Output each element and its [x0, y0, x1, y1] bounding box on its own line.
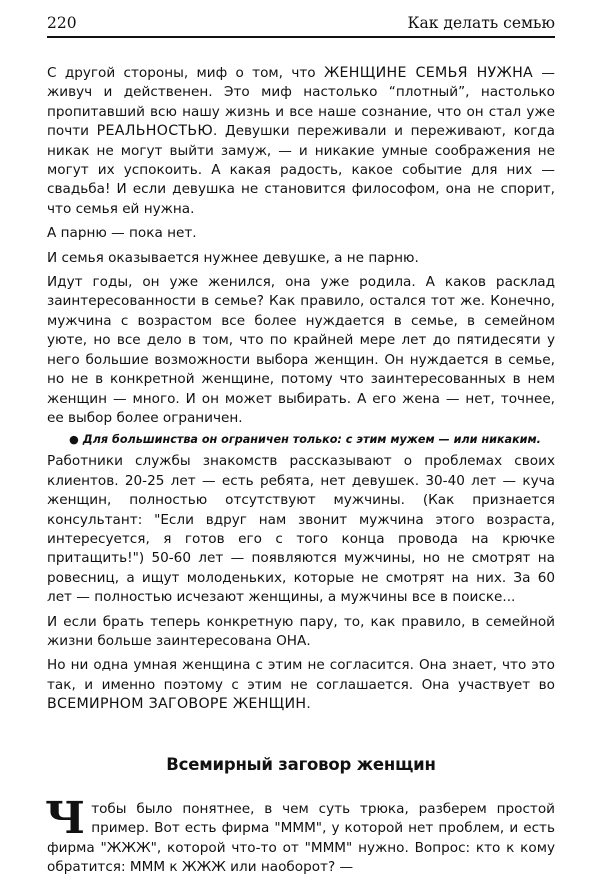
emphasis-caps: ЖЕНЩИНЕ СЕМЬЯ НУЖНА — [323, 65, 534, 81]
paragraph-7 — [47, 656, 555, 714]
emphasis-caps: ВСЕМИРНОМ ЗАГОВОРЕ ЖЕНЩИН — [47, 696, 307, 713]
paragraph-text: С другой стороны, миф о том, что — [47, 65, 324, 81]
paragraph-5: Работники службы знакомств рассказывают о проблемах своих клиентов. 20-25 лет — есть ребята, нет девушек. 30-40 лет — куча женщин, полностью отсутствуют мужчины. (Как признается консультант: "Если вдруг нам звонит мужчина этого возраста, интересуется, я готов его с того конца провода на крючке притащить!") 50-60 лет — появляются мужчины, но не смотрят на ровесниц, а ищут молоденьких, которые не смотрят на них. За 60 лет — полностью исчезают женщины, а мужчины все в поиске... — [47, 453, 555, 606]
paragraph-1 — [47, 64, 555, 219]
paragraph-text: тобы было понятнее, в чем суть трюка, разберем простой пример. Вот есть фирма "МММ", у которой нет проблем, и есть фирма "ЖЖЖ", которой что-то от "МММ" нужно. Вопрос: кто к кому обратится: МММ к ЖЖЖ или наоборот? — — [47, 801, 555, 876]
page-number: 220 — [47, 14, 77, 32]
book-page — [47, 14, 555, 883]
bullet-icon: ● — [69, 433, 79, 447]
emphasis-caps: РЕАЛЬНОСТЬЮ — [96, 123, 214, 140]
paragraph-6: И если брать теперь конкретную пару, то, как правило, в семейной жизни больше заинтересована ОНА. — [47, 613, 555, 649]
section-first-paragraph — [45, 793, 555, 878]
paragraph-text: — живуч и действенен. Это миф настолько “плотный”, настолько пропитавший всю нашу жизнь и все наше сознание, что он стал уже почти — [47, 65, 555, 140]
paragraph-3: И семья оказывается нужнее девушке, а не парню. — [47, 249, 419, 266]
paragraph-text: . Девушки переживали и переживают, когда никак не могут выйти замуж, — и никакие умные соображения не могут их успокоить. А какая радость, какое событие для них — свадьба! И если девушка не становится философом, она не спорит, что семья ей нужна. — [47, 123, 555, 217]
drop-cap: Ч — [45, 793, 86, 844]
paragraph-4: Идут годы, он уже женился, она уже родила. А каков расклад заинтересованности в семье? Как правило, остался тот же. Конечно, мужчина с возрастом все более нуждается в семье, в семейном уюте, но все дело в том, что по крайней мере лет до пятидесяти у него большие возможности выбора женщин. Он нуждается в семье, но не в конкретной женщине, потому что заинтересованных в нем женщин — много. И он может выбирать. А его жена — нет, точнее, ее выбор более ограничен. — [47, 274, 555, 426]
note-text: Для большинства он ограничен только: с этим мужем — или никаким. — [82, 433, 541, 447]
running-title: Как делать семью — [407, 14, 555, 32]
page-body — [47, 64, 555, 878]
running-header — [47, 14, 555, 38]
section-title: Всемирный заговор женщин — [166, 754, 436, 774]
footnote-remark — [69, 432, 555, 448]
paragraph-text: . — [306, 696, 311, 713]
paragraph-text: Но ни одна умная женщина с этим не согласится. Она знает, что это так, и именно поэтому с этим не соглашается. Она участвует во — [47, 657, 555, 693]
paragraph-2: А парню — пока нет. — [47, 225, 197, 242]
